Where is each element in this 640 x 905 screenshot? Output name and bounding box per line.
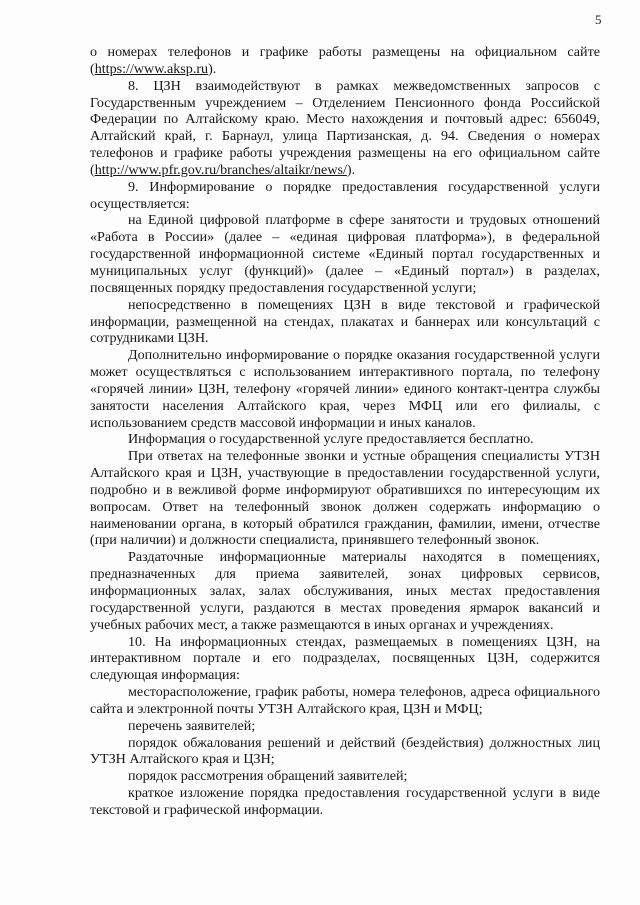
paragraph-text: перечень заявителей; — [128, 717, 256, 734]
paragraph — [90, 785, 600, 819]
paragraph-text: порядок обжалования решений и действий (бездействия) должностных лиц УТЗН Алтайского края и ЦЗН; — [90, 734, 600, 768]
paragraph — [90, 212, 600, 296]
document-body — [90, 44, 600, 819]
paragraph — [90, 768, 600, 785]
paragraph — [90, 718, 600, 735]
website-link[interactable]: https://www.aksp.ru — [94, 60, 209, 77]
paragraph — [90, 684, 600, 718]
paragraph-text-tail: ). — [208, 60, 217, 77]
paragraph-text: 10. На информационных стендах, размещаемых в помещениях ЦЗН, на интерактивном портале и его подразделах, посвященных ЦЗН, содержится следующая информация: — [90, 633, 600, 684]
paragraph-text: 9. Информирование о порядке предоставления государственной услуги осуществляется: — [90, 178, 600, 212]
paragraph-text: 8. ЦЗН взаимодействуют в рамках межведомственных запросов с Государственным учреждением – Отделением Пенсионного фонда Российской Федерации по Алтайскому краю. Место нахождения и почтовый адрес: 656049, Алтайский край, г. Барнаул, улица Партизанская, д. 94. Сведения о номерах телефонов и графике работы учреждения размещены на его официальном сайте ( — [90, 77, 600, 178]
paragraph-text: о номерах телефонов и графике работы размещены на официальном сайте ( — [90, 44, 600, 77]
paragraph — [90, 634, 600, 685]
paragraph — [90, 549, 600, 633]
page-number: 5 — [595, 12, 602, 27]
paragraph-text: краткое изложение порядка предоставления государственной услуги в виде текстовой и графической информации. — [90, 785, 600, 818]
paragraph — [90, 44, 600, 78]
paragraph — [90, 735, 600, 769]
paragraph-text: порядок рассмотрения обращений заявителей; — [128, 768, 408, 785]
paragraph-text: Раздаточные информационные материалы находятся в помещениях, предназначенных для приема заявителей, зонах цифровых сервисов, информационных залах, залах обслуживания, иных местах предоставления государственной услуги, раздаются в местах проведения ярмарок вакансий и учебных рабочих мест, а также размещаются в иных органах и учреждениях. — [90, 549, 600, 633]
paragraph-text: месторасположение, график работы, номера телефонов, адреса официального сайта и электронной почты УТЗН Алтайского края, ЦЗН и МФЦ; — [90, 684, 600, 717]
paragraph — [90, 347, 600, 431]
paragraph — [90, 297, 600, 348]
paragraph-text: Информация о государственной услуге предоставляется бесплатно. — [128, 431, 534, 448]
paragraph — [90, 179, 600, 213]
paragraph-text: При ответах на телефонные звонки и устные обращения специалисты УТЗН Алтайского края и ЦЗН, участвующие в предоставлении государственной услуги, подробно и в вежливой форме информируют обратившихся по интересующим их вопросам. Ответ на телефонный звонок должен содержать информацию о наименовании органа, в который обратился гражданин, фамилии, имени, отчестве (при наличии) и должности специалиста, принявшего телефонный звонок. — [90, 448, 600, 549]
paragraph-text: на Единой цифровой платформе в сфере занятости и трудовых отношений «Работа в России» (далее – «единая цифровая платформа»), в федеральной государственной информационной системе «Единый портал государственных и муниципальных услуг (функций)» (далее – «Единый портал») в разделах, посвященных порядку предоставления государственной услуги; — [90, 212, 600, 296]
website-link[interactable]: http://www.pfr.gov.ru/branches/altaikr/news/ — [94, 161, 347, 178]
paragraph-text: Дополнительно информирование о порядке оказания государственной услуги может осуществляться с использованием интерактивного портала, по телефону «горячей линии» ЦЗН, телефону «горячей линии» единого контакт-центра службы занятости населения Алтайского края, через МФЦ или его филиалы, с использованием средств массовой информации и иных каналов. — [90, 347, 600, 431]
paragraph-text-tail: ). — [346, 161, 356, 178]
paragraph-text: непосредственно в помещениях ЦЗН в виде текстовой и графической информации, размещенной на стендах, плакатах и баннерах или консультаций с сотрудниками ЦЗН. — [90, 296, 600, 347]
paragraph — [90, 78, 600, 179]
paragraph — [90, 431, 600, 448]
paragraph — [90, 448, 600, 549]
